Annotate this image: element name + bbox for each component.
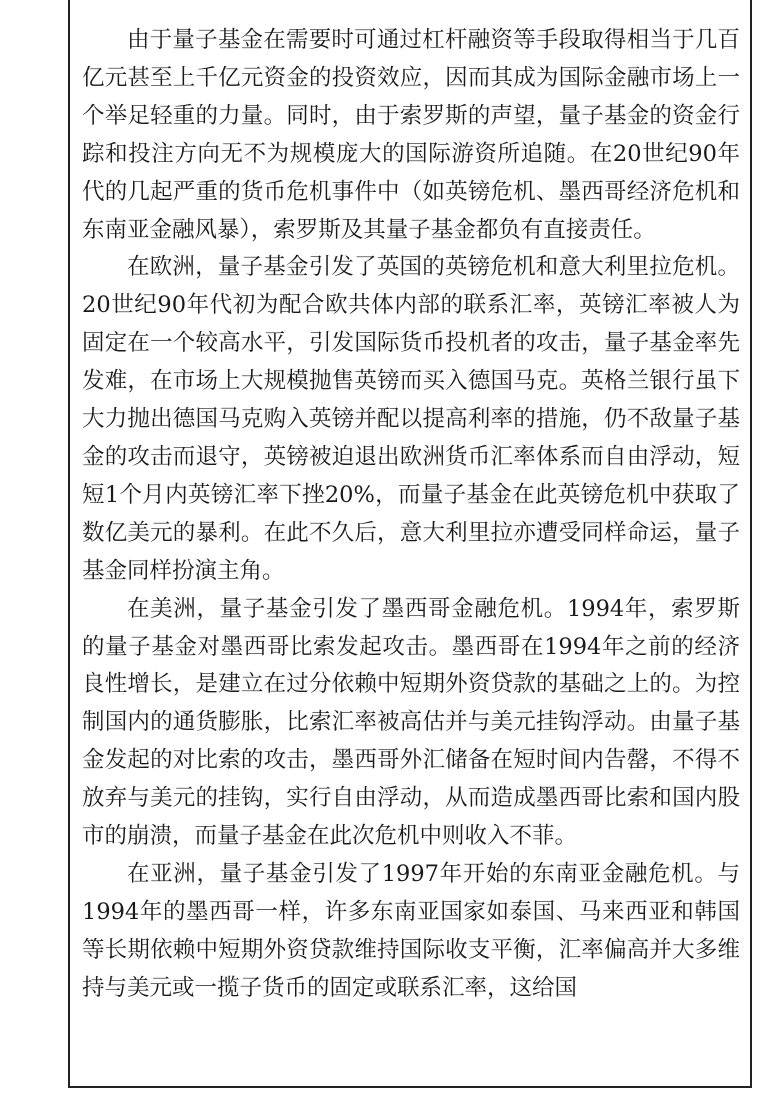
- paragraph-quantum-fund-leverage: 由于量子基金在需要时可通过杠杆融资等手段取得相当于几百亿元甚至上千亿元资金的投资效应，因而其成为国际金融市场上一个举足轻重的力量。同时，由于索罗斯的声望，量子基金的资金行踪和投注方向无不为规模庞大的国际游资所追随。在20世纪90年代的几起严重的货币危机事件中（如英镑危机、墨西哥经济危机和东南亚金融风暴），索罗斯及其量子基金都负有直接责任。: [82, 27, 740, 243]
- paragraph-americas-mexico-crisis: 在美洲，量子基金引发了墨西哥金融危机。1994年，索罗斯的量子基金对墨西哥比索发起攻击。墨西哥在1994年之前的经济良性增长，是建立在过分依赖中短期外资贷款的基础之上的。为控制国内的通货膨胀，比索汇率被高估并与美元挂钩浮动。由量子基金发起的对比索的攻击，墨西哥外汇储备在短时间内告罄，不得不放弃与美元的挂钩，实行自由浮动，从而造成墨西哥比索和国内股市的崩溃，而量子基金在此次危机中则收入不菲。: [82, 595, 740, 850]
- page-frame: [68, 0, 752, 1088]
- paragraph-europe-pound-crisis: 在欧洲，量子基金引发了英国的英镑危机和意大利里拉危机。20世纪90年代初为配合欧共体内部的联系汇率，英镑汇率被人为固定在一个较高水平，引发国际货币投机者的攻击，量子基金率先发难，在市场上大规模抛售英镑而买入德国马克。英格兰银行虽下大力抛出德国马克购入英镑并配以提高利率的措施，仍不敌量子基金的攻击而退守，英镑被迫退出欧洲货币汇率体系而自由浮动，短短1个月内英镑汇率下挫20%，而量子基金在此英镑危机中获取了数亿美元的暴利。在此不久后，意大利里拉亦遭受同样命运，量子基金同样扮演主角。: [82, 254, 740, 584]
- paragraph-asia-financial-crisis: 在亚洲，量子基金引发了1997年开始的东南亚金融危机。与1994年的墨西哥一样，许多东南亚国家如泰国、马来西亚和韩国等长期依赖中短期外资贷款维持国际收支平衡，汇率偏高并大多维持与美元或一揽子货币的固定或联系汇率，这给国: [82, 860, 740, 1001]
- document-body: [82, 22, 740, 1008]
